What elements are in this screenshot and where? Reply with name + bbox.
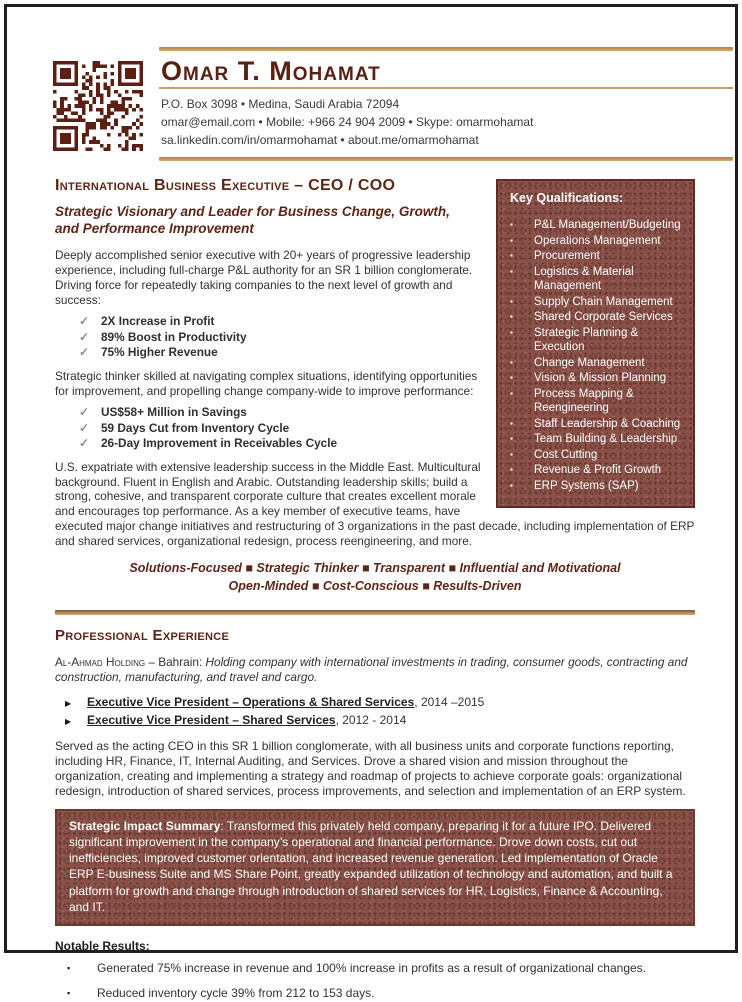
achievement-label: 59 Days Cut from Inventory Cycle — [101, 420, 290, 435]
list-item — [79, 330, 482, 345]
strategic-impact-summary-box — [55, 809, 695, 927]
list-item — [510, 479, 683, 493]
personal-brand-tagline — [55, 559, 695, 595]
job-title: Executive Vice President – Operations & Shared Services — [87, 695, 415, 710]
square-bullet-icon: ▪ — [510, 465, 513, 475]
notable-result-text: Reduced inventory cycle 39% from 212 to 153 days. — [97, 986, 375, 1000]
qualification-label: Cost Cutting — [534, 448, 598, 461]
square-bullet-icon: ▪ — [510, 251, 513, 261]
square-bullet-icon: ▪ — [67, 963, 71, 974]
list-item — [510, 432, 683, 446]
notable-results-list — [55, 961, 695, 1001]
qualification-label: Logistics & Material Management — [534, 265, 634, 293]
tagline-line: Open-Minded ■ Cost-Conscious ■ Results-Driven — [228, 579, 522, 594]
square-bullet-icon: ▪ — [510, 220, 513, 230]
qualification-label: Staff Leadership & Coaching — [534, 417, 681, 430]
impact-text: : Transformed this privately held company, preparing it for a future IPO. Delivered significant improvement in the company’s operational and financial performance. Drove down costs, cut out inefficiencies, improved customer orientation, and increased revenue generation. Led implementation of Oracle ERP E-business Suite and MS Share Point, greatly expanded utilization of technology and automation, and built a platform for growth and change through introduction of shared services for HR, Logistics, Finance & Accounting, and IT. — [69, 818, 673, 915]
check-icon: ✓ — [79, 435, 89, 450]
list-item — [510, 463, 683, 477]
achievement-label: 26-Day Improvement in Receivables Cycle — [101, 435, 338, 450]
tagline-line: Solutions-Focused ■ Strategic Thinker ■ Transparent ■ Influential and Motivational — [129, 560, 621, 575]
list-item — [510, 448, 683, 462]
summary-paragraph: Strategic thinker skilled at navigating complex situations, identifying opportunities for improvement, and propelling change company-wide to improve performance: — [55, 368, 478, 398]
list-item — [510, 326, 683, 355]
impact-label: Strategic Impact Summary — [69, 818, 221, 833]
check-icon: ✓ — [79, 420, 89, 435]
achievement-label: US$58+ Million in Savings — [101, 405, 247, 420]
company-location: – Bahrain: — [145, 654, 206, 669]
qr-code-icon — [51, 61, 149, 161]
check-icon: ✓ — [79, 314, 89, 329]
achievement-label: 75% Higher Revenue — [101, 344, 218, 359]
qualification-label: Change Management — [534, 356, 645, 369]
notable-results-heading: Notable Results: — [55, 939, 150, 954]
job-titles-list — [55, 694, 695, 729]
list-item — [79, 345, 482, 360]
job-dates: , 2012 - 2014 — [335, 712, 407, 727]
notable-result-text: Generated 75% increase in revenue and 100% increase in profits as a result of organizational changes. — [97, 961, 647, 976]
qualification-label: Vision & Mission Planning — [534, 372, 667, 385]
achievement-label: 89% Boost in Productivity — [101, 329, 247, 344]
list-item — [510, 295, 683, 309]
qualification-label: ERP Systems (SAP) — [534, 479, 639, 492]
company-name: Al-Ahmad Holding — [55, 654, 146, 669]
square-bullet-icon: ▪ — [510, 357, 513, 367]
key-qualifications-list — [510, 218, 683, 493]
list-item — [67, 961, 695, 977]
qualification-label: Strategic Planning & Execution — [534, 326, 639, 354]
list-item — [510, 218, 683, 232]
list-item — [510, 234, 683, 248]
arrow-bullet-icon: ▶ — [65, 699, 72, 709]
job-title-row — [65, 712, 695, 729]
square-bullet-icon: ▪ — [510, 235, 513, 245]
list-item — [510, 310, 683, 324]
key-qualifications-panel — [496, 179, 695, 508]
achievement-label: 2X Increase in Profit — [101, 314, 215, 329]
key-qualifications-title: Key Qualifications: — [510, 191, 624, 206]
qualification-label: P&L Management/Budgeting — [534, 219, 681, 232]
square-bullet-icon: ▪ — [510, 266, 513, 276]
contact-email-phone: omar@email.com • Mobile: +966 24 904 2009 • Skype: omarmohamat — [161, 115, 534, 130]
headline-title: International Business Executive – CEO / COO — [55, 177, 396, 195]
header-identity — [159, 47, 733, 161]
summary-paragraph: U.S. expatriate with extensive leadership success in the Middle East. Multicultural background. Fluent in English and Arabic. Outstanding leadership skills; build a strong, cohesive, and transparent corporate culture that creates excellent morale and encourages top performance. As a key member of executive teams, have executed major change initiatives and restructuring of 3 organizations in the past decade, including implementation of ERP and shared services, organizational redesign, process reengineering, and more. — [55, 459, 695, 549]
square-bullet-icon: ▪ — [510, 327, 513, 337]
list-item — [79, 421, 482, 436]
section-divider-rule — [55, 610, 695, 615]
summary-paragraph: Deeply accomplished senior executive with 20+ years of progressive leadership experience, including full-charge P&L authority for an SR 1 billion conglomerate. Driving force for repeatedly taking companies to the next level of growth and success: — [55, 248, 473, 307]
experience-paragraph: Served as the acting CEO in this SR 1 billion conglomerate, with all business units and corporate functions reporting, including HR, Finance, IT, Internal Auditing, and Services. Drove a shared vision and mission throughout the organization, creating and implementing a strategy and roadmap of projects to achieve corporate goals: organizational redesign, introduction of shared services, process improvements, and selection and implementation of an ERP system. — [55, 739, 686, 799]
square-bullet-icon: ▪ — [510, 418, 513, 428]
summary-section — [7, 161, 735, 1001]
list-item — [79, 314, 482, 329]
list-item — [510, 371, 683, 385]
experience-heading: Professional Experience — [55, 627, 230, 645]
contact-address: P.O. Box 3098 • Medina, Saudi Arabia 72094 — [161, 97, 400, 112]
person-name: Omar T. Mohamat — [161, 56, 381, 86]
list-item — [79, 405, 482, 420]
list-item — [79, 436, 482, 451]
square-bullet-icon: ▪ — [510, 312, 513, 322]
qr-code-icon — [51, 61, 145, 151]
resume-page — [4, 4, 738, 1000]
subtitle-line: Strategic Visionary and Leader for Business Change, Growth, — [55, 203, 450, 219]
square-bullet-icon: ▪ — [510, 480, 513, 490]
check-icon: ✓ — [79, 329, 89, 344]
square-bullet-icon: ▪ — [510, 434, 513, 444]
qualification-label: Team Building & Leadership — [534, 433, 678, 446]
qualification-label: Revenue & Profit Growth — [534, 464, 662, 477]
company-line — [55, 655, 695, 686]
job-dates: , 2014 –2015 — [414, 695, 485, 710]
list-item — [510, 417, 683, 431]
header-bottom-rule — [159, 157, 733, 161]
header-top-rule — [159, 47, 733, 51]
header — [7, 7, 735, 161]
company-description: Holding company with international investments in trading, consumer goods, contracting and construction, manufacturing, and travel and cargo. — [55, 654, 688, 684]
job-title-row — [65, 694, 695, 711]
list-item — [510, 387, 683, 416]
list-item — [510, 265, 683, 294]
check-icon: ✓ — [79, 344, 89, 359]
list-item — [510, 249, 683, 263]
square-bullet-icon: ▪ — [510, 296, 513, 306]
qualification-label: Supply Chain Management — [534, 295, 673, 308]
arrow-bullet-icon: ▶ — [65, 716, 72, 726]
contact-links: sa.linkedin.com/in/omarmohamat • about.me/omarmohamat — [161, 133, 479, 148]
qualification-label: Shared Corporate Services — [534, 311, 673, 324]
square-bullet-icon: ▪ — [510, 449, 513, 459]
qualification-label: Process Mapping & Reengineering — [534, 387, 634, 415]
list-item — [67, 986, 695, 1002]
square-bullet-icon: ▪ — [67, 988, 71, 998]
square-bullet-icon: ▪ — [510, 373, 513, 383]
qualification-label: Procurement — [534, 250, 600, 263]
subtitle-line: and Performance Improvement — [55, 221, 254, 237]
list-item — [510, 356, 683, 370]
qualification-label: Operations Management — [534, 234, 661, 247]
name-underline-rule — [159, 87, 733, 89]
square-bullet-icon: ▪ — [510, 388, 513, 398]
check-icon: ✓ — [79, 405, 89, 420]
job-title: Executive Vice President – Shared Services — [87, 712, 336, 727]
